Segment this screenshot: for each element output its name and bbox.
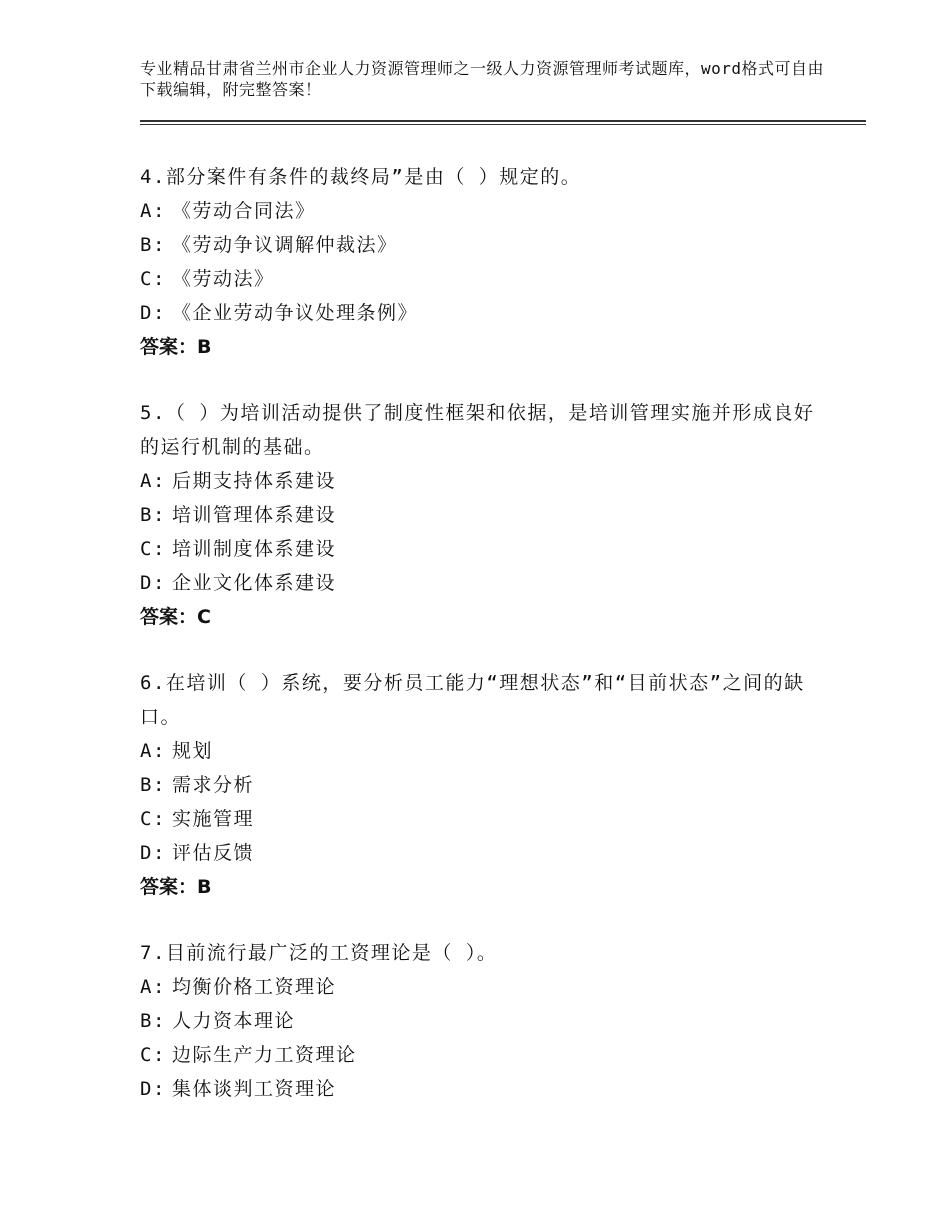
option-b [140,768,820,802]
option-text: 后期支持体系建设 [172,470,337,492]
question-5 [140,396,820,634]
option-key: A: [140,740,166,762]
option-a [140,464,820,498]
option-c [140,262,820,296]
option-key: D: [140,572,166,594]
option-a [140,194,820,228]
option-d [140,296,820,330]
option-text: 《企业劳动争议处理条例》 [172,302,419,324]
question-7 [140,936,820,1106]
header-divider-thin [140,124,866,125]
option-key: C: [140,538,166,560]
option-d [140,566,820,600]
option-key: C: [140,808,166,830]
option-text: 企业文化体系建设 [172,572,337,594]
option-text: 边际生产力工资理论 [172,1044,357,1066]
document-header: 专业精品甘肃省兰州市企业人力资源管理师之一级人力资源管理师考试题库，word格式可自由下载编辑，附完整答案！ [140,59,825,99]
answer-label: 答案：B [140,336,212,358]
option-b [140,1004,820,1038]
header-divider-thick [140,120,866,122]
question-4 [140,160,820,364]
option-key: C: [140,1044,166,1066]
question-text: 4.部分案件有条件的裁终局”是由（ ）规定的。 [140,166,582,188]
option-d [140,836,820,870]
question-list [140,160,820,1138]
option-text: 需求分析 [172,774,255,796]
answer-label: 答案：C [140,606,211,628]
question-6 [140,666,820,904]
option-text: 规划 [172,740,214,762]
option-key: B: [140,774,166,796]
option-key: D: [140,302,166,324]
option-text: 培训管理体系建设 [172,504,337,526]
option-c [140,1038,820,1072]
option-a [140,734,820,768]
option-b [140,228,820,262]
question-text: 5.（ ）为培训活动提供了制度性框架和依据，是培训管理实施并形成良好的运行机制的基础。 [140,402,815,458]
option-text: 培训制度体系建设 [172,538,337,560]
option-key: A: [140,470,166,492]
option-c [140,802,820,836]
option-c [140,532,820,566]
option-text: 均衡价格工资理论 [172,976,337,998]
answer-label: 答案：B [140,876,212,898]
option-key: D: [140,1078,166,1100]
option-key: D: [140,842,166,864]
option-key: B: [140,504,166,526]
option-text: 《劳动合同法》 [172,200,316,222]
question-text: 6.在培训（ ）系统，要分析员工能力“理想状态”和“目前状态”之间的缺口。 [140,672,805,728]
option-b [140,498,820,532]
option-key: A: [140,976,166,998]
option-key: C: [140,268,166,290]
option-text: 实施管理 [172,808,255,830]
option-key: A: [140,200,166,222]
option-a [140,970,820,1004]
option-text: 《劳动法》 [172,268,275,290]
option-text: 人力资本理论 [172,1010,296,1032]
option-key: B: [140,1010,166,1032]
option-d [140,1072,820,1106]
option-text: 评估反馈 [172,842,255,864]
option-key: B: [140,234,166,256]
question-text: 7.目前流行最广泛的工资理论是（ ）。 [140,942,498,964]
option-text: 集体谈判工资理论 [172,1078,337,1100]
option-text: 《劳动争议调解仲裁法》 [172,234,398,256]
